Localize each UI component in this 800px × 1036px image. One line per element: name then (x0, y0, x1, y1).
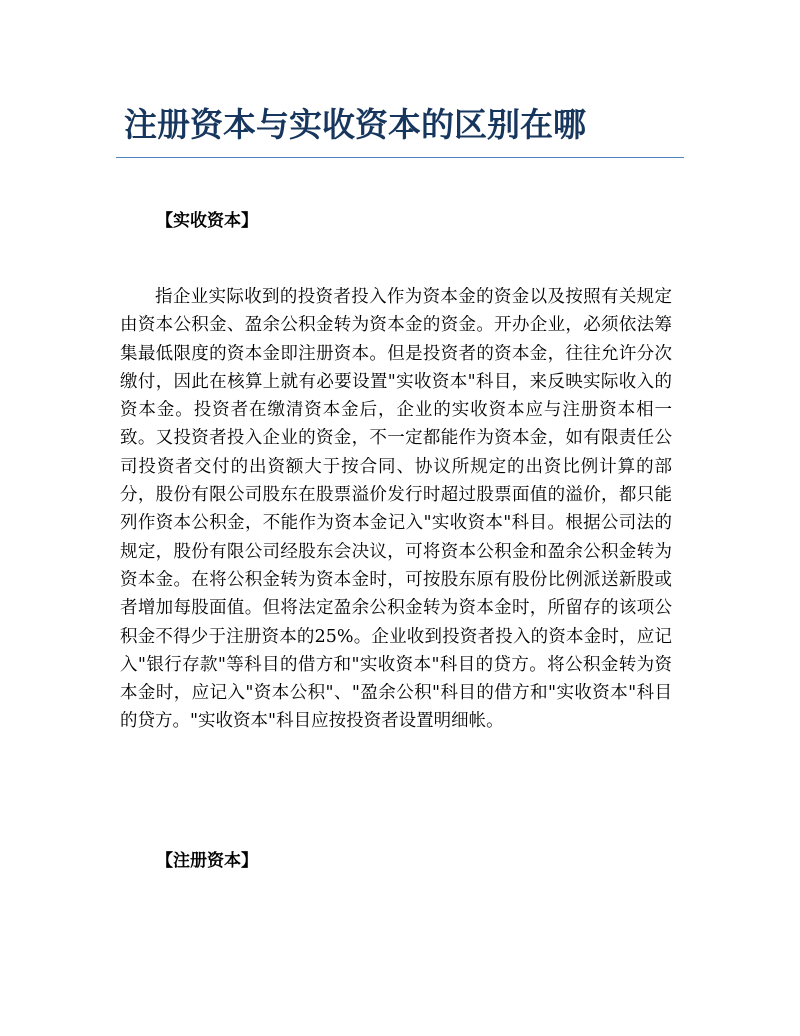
section-heading-registered-capital: 【注册资本】 (156, 851, 258, 871)
page-title: 注册资本与实收资本的区别在哪 (124, 105, 586, 144)
section-heading-paid-in-capital: 【实收资本】 (156, 211, 258, 231)
title-divider (116, 157, 684, 158)
paid-in-capital-paragraph: 指企业实际收到的投资者投入作为资本金的资金以及按照有关规定由资本公积金、盈余公积金转为资本金的资金。开办企业，必须依法筹集最低限度的资本金即注册资本。但是投资者的资本金，往往允许分次缴付，因此在核算上就有必要设置"实收资本"科目，来反映实际收入的资本金。投资者在缴清资本金后，企业的实收资本应与注册资本相一致。又投资者投入企业的资金，不一定都能作为资本金，如有限责任公司投资者交付的出资额大于按合同、协议所规定的出资比例计算的部分，股份有限公司股东在股票溢价发行时超过股票面值的溢价，都只能列作资本公积金，不能作为资本金记入"实收资本"科目。根据公司法的规定，股份有限公司经股东会决议，可将资本公积金和盈余公积金转为资本金。在将公积金转为资本金时，可按股东原有股份比例派送新股或者增加每股面值。但将法定盈余公积金转为资本金时，所留存的该项公积金不得少于注册资本的25%。企业收到投资者投入的资本金时，应记入"银行存款"等科目的借方和"实收资本"科目的贷方。将公积金转为资本金时，应记入"资本公积"、"盈余公积"科目的借方和"实收资本"科目的贷方。"实收资本"科目应按投资者设置明细帐。 (120, 287, 672, 732)
